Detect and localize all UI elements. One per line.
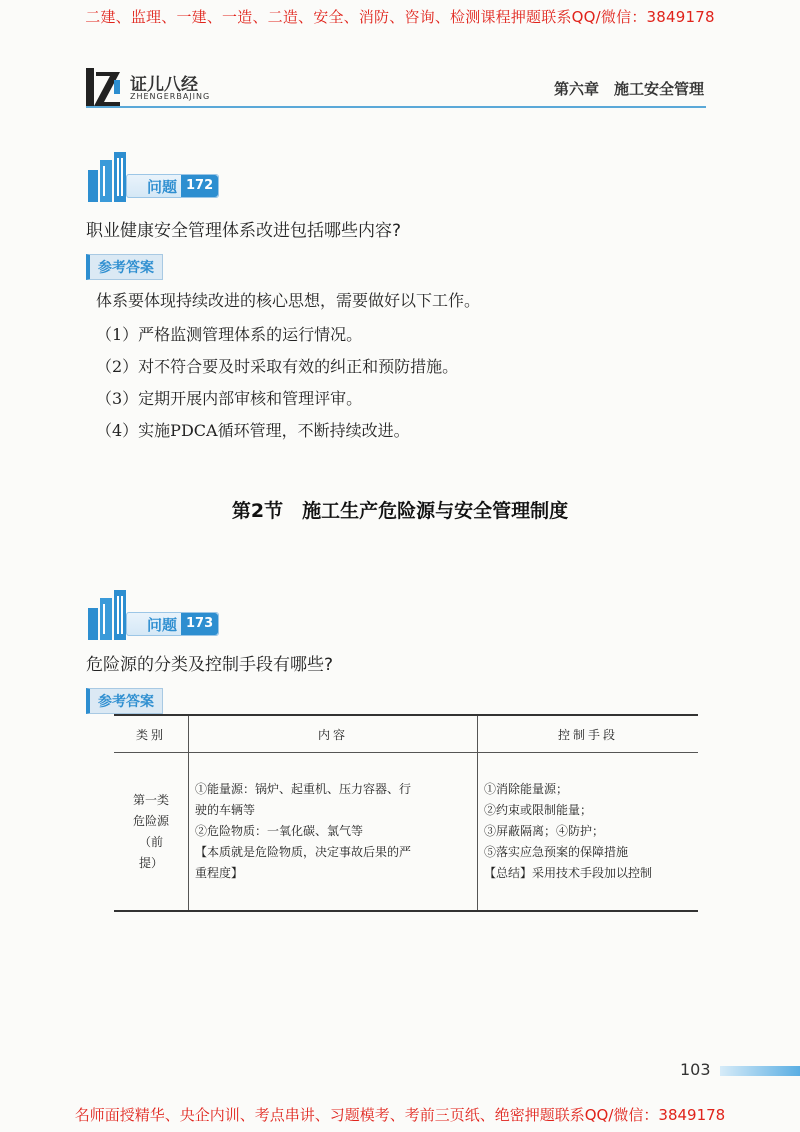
question-number: 172 xyxy=(181,175,218,197)
question-word: 问题 xyxy=(147,177,178,196)
question-text: 职业健康安全管理体系改进包括哪些内容? xyxy=(86,221,402,241)
content-line: 驶的车辆等 xyxy=(195,803,256,817)
content-line: ①能量源：锅炉、起重机、压力容器、行 xyxy=(195,782,412,796)
control-line: ①消除能量源； xyxy=(484,782,569,796)
header-divider xyxy=(86,106,706,108)
column-header: 类别 xyxy=(114,715,189,753)
page-number-bar xyxy=(720,1066,800,1076)
column-header: 内容 xyxy=(189,715,478,753)
hazard-table xyxy=(114,714,698,912)
content-line: ②危险物质：一氧化碳、氯气等 xyxy=(195,824,364,838)
answer-line: （1）严格监测管理体系的运行情况。 xyxy=(96,325,363,344)
table-header-row xyxy=(114,715,698,753)
bottom-promo-banner: 名师面授精华、央企内训、考点串讲、习题模考、考前三页纸、绝密押题联系QQ/微信：3849178 xyxy=(74,1106,726,1124)
answer-line: （2）对不符合要及时采取有效的纠正和预防措施。 xyxy=(96,357,459,376)
category-line: （前 xyxy=(138,834,163,849)
column-header: 控制手段 xyxy=(478,715,699,753)
control-line: ③屏蔽隔离；④防护； xyxy=(484,824,605,838)
answer-line: 体系要体现持续改进的核心思想，需要做好以下工作。 xyxy=(96,291,481,310)
answer-line: （3）定期开展内部审核和管理评审。 xyxy=(96,389,363,408)
category-line: 提） xyxy=(138,855,163,870)
control-line: ⑤落实应急预案的保障措施 xyxy=(484,845,629,859)
answer-line: （4）实施PDCA循环管理，不断持续改进。 xyxy=(96,421,410,440)
section-heading: 第2节 施工生产危险源与安全管理制度 xyxy=(231,500,569,522)
category-cell xyxy=(114,753,189,912)
control-cell xyxy=(478,753,699,912)
answer-tag: 参考答案 xyxy=(86,254,163,280)
question-label xyxy=(126,612,219,636)
question-badge-173 xyxy=(86,588,246,640)
content-line: 重程度】 xyxy=(195,866,244,880)
publisher-logo xyxy=(86,68,266,108)
content-cell xyxy=(189,753,478,912)
table-row xyxy=(114,753,698,912)
logo-z-icon xyxy=(86,68,122,106)
category-line: 第一类 xyxy=(132,792,169,807)
logo-text: 证儿八经 xyxy=(130,75,198,95)
answer-tag: 参考答案 xyxy=(86,688,163,714)
question-label xyxy=(126,174,219,198)
control-line: ②约束或限制能量； xyxy=(484,803,593,817)
top-promo-banner: 二建、监理、一建、一造、二造、安全、消防、咨询、检测课程押题联系QQ/微信：3849178 xyxy=(85,8,715,26)
logo-subtext: ZHENGERBAJING xyxy=(130,92,211,101)
control-line: 【总结】采用技术手段加以控制 xyxy=(484,866,653,880)
category-line: 危险源 xyxy=(132,813,169,828)
page-number: 103 xyxy=(680,1060,711,1079)
question-badge-172 xyxy=(86,150,246,202)
content-line: 【本质就是危险物质，决定事故后果的严 xyxy=(195,845,412,859)
question-number: 173 xyxy=(181,613,218,635)
question-word: 问题 xyxy=(147,615,178,634)
question-text: 危险源的分类及控制手段有哪些? xyxy=(86,655,334,675)
chapter-title: 第六章 施工安全管理 xyxy=(553,80,704,98)
